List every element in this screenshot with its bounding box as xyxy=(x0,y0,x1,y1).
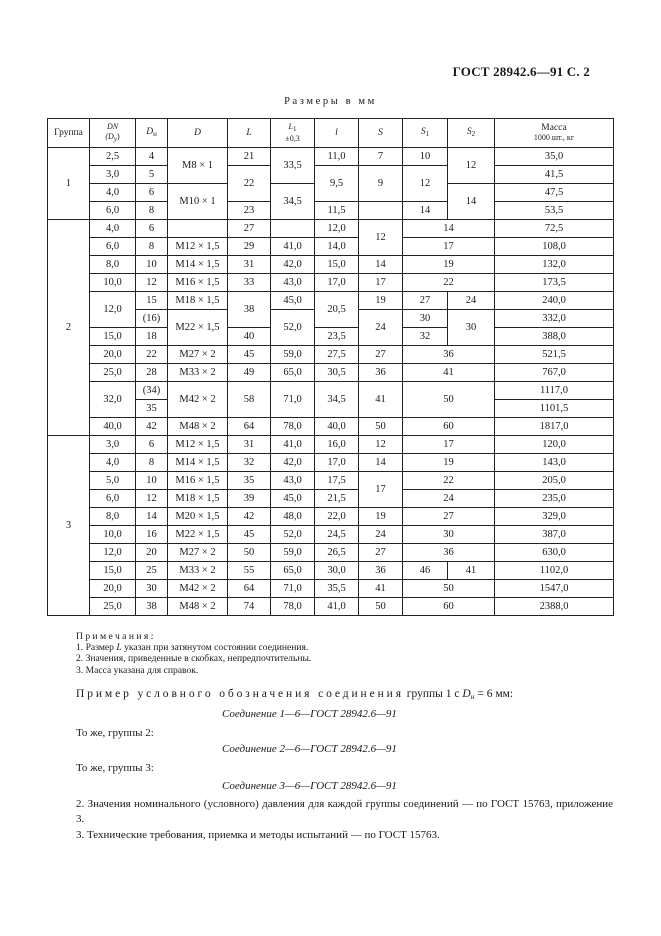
cell-mass: 41,5 xyxy=(495,166,614,184)
cell-s: 17 xyxy=(359,472,403,508)
cell-dh: 12 xyxy=(136,274,168,292)
cell-dn: 2,5 xyxy=(90,148,136,166)
cell-dh: 8 xyxy=(136,238,168,256)
cell-s1-s2: 60 xyxy=(403,598,495,616)
cell-l1: 78,0 xyxy=(271,418,315,436)
cell-d: M33 × 2 xyxy=(168,562,228,580)
cell-d: M22 × 1,5 xyxy=(168,526,228,544)
cell-dh: 16 xyxy=(136,526,168,544)
cell-s1: 46 xyxy=(403,562,448,580)
table-row xyxy=(48,364,614,382)
table-row xyxy=(48,328,614,346)
table-row xyxy=(48,346,614,364)
notes-title: Примечания: xyxy=(76,631,156,642)
table-row xyxy=(48,382,614,400)
cell-dn: 4,0 xyxy=(90,220,136,238)
cell-s1-s2: 36 xyxy=(403,346,495,364)
cell-dh: 20 xyxy=(136,544,168,562)
cell-dh: 4 xyxy=(136,148,168,166)
cell-dh: 6 xyxy=(136,220,168,238)
cell-s: 17 xyxy=(359,274,403,292)
table-row xyxy=(48,580,614,598)
cell-mass: 108,0 xyxy=(495,238,614,256)
cell-d: M8 × 1 xyxy=(168,148,228,184)
cell-d: M18 × 1,5 xyxy=(168,490,228,508)
cell-l-small: 35,5 xyxy=(315,580,359,598)
header-s1: $S_1$ xyxy=(403,119,448,148)
cell-dn: 25,0 xyxy=(90,364,136,382)
cell-d: M48 × 2 xyxy=(168,418,228,436)
cell-l1: 43,0 xyxy=(271,274,315,292)
cell-dn: 20,0 xyxy=(90,346,136,364)
cell-s: 24 xyxy=(359,526,403,544)
cell-dh: 6 xyxy=(136,436,168,454)
table-row xyxy=(48,166,614,184)
note-2: 2. Значения, приведенные в скобках, непредпочтительны. xyxy=(76,653,312,665)
cell-dn: 40,0 xyxy=(90,418,136,436)
cell-l-small: 22,0 xyxy=(315,508,359,526)
table-row xyxy=(48,238,614,256)
cell-l-small: 26,5 xyxy=(315,544,359,562)
cell-l-small: 9,5 xyxy=(315,166,359,202)
header-s2: $S_2$ xyxy=(448,119,495,148)
cell-l1: 65,0 xyxy=(271,562,315,580)
cell-dh: 22 xyxy=(136,346,168,364)
notes-block xyxy=(76,631,311,676)
cell-l-small: 17,5 xyxy=(315,472,359,490)
cell-l-small: 17,0 xyxy=(315,274,359,292)
cell-l-small: 11,5 xyxy=(315,202,359,220)
cell-l: 40 xyxy=(228,328,271,346)
table-row xyxy=(48,148,614,166)
cell-s: 14 xyxy=(359,454,403,472)
cell-dh: 30 xyxy=(136,580,168,598)
cell-d: M16 × 1,5 xyxy=(168,472,228,490)
cell-dh: 12 xyxy=(136,490,168,508)
cell-s1-s2: 50 xyxy=(403,382,495,418)
cell-l-small: 34,5 xyxy=(315,382,359,418)
cell-l-small: 15,0 xyxy=(315,256,359,274)
cell-l-small: 20,5 xyxy=(315,292,359,328)
cell-mass: 387,0 xyxy=(495,526,614,544)
cell-s2: 30 xyxy=(448,310,495,346)
cell-dh: 18 xyxy=(136,328,168,346)
cell-l1 xyxy=(271,220,315,238)
cell-s: 19 xyxy=(359,508,403,526)
cell-mass: 132,0 xyxy=(495,256,614,274)
cell-l: 55 xyxy=(228,562,271,580)
header-dn: DN $(D_у)$ xyxy=(90,119,136,148)
cell-s1: 30 xyxy=(403,310,448,328)
cell-s1: 32 xyxy=(403,328,448,346)
cell-dn: 3,0 xyxy=(90,166,136,184)
table-row xyxy=(48,202,614,220)
cell-l: 29 xyxy=(228,238,271,256)
cell-d: M20 × 1,5 xyxy=(168,508,228,526)
cell-dn: 8,0 xyxy=(90,508,136,526)
designation-group-3: Соединение 3—6—ГОСТ 28942.6—91 xyxy=(222,780,397,792)
cell-s: 24 xyxy=(359,310,403,346)
table-row xyxy=(48,418,614,436)
cell-dh: (16) xyxy=(136,310,168,328)
group-cell: 1 xyxy=(48,148,90,220)
table-row xyxy=(48,220,614,238)
cell-s: 41 xyxy=(359,382,403,418)
header-d-outer: $D_н$ xyxy=(136,119,168,148)
cell-l: 64 xyxy=(228,418,271,436)
group-cell: 2 xyxy=(48,220,90,436)
cell-mass: 143,0 xyxy=(495,454,614,472)
cell-s1-s2: 19 xyxy=(403,256,495,274)
cell-l-small: 16,0 xyxy=(315,436,359,454)
cell-l: 42 xyxy=(228,508,271,526)
cell-dn: 6,0 xyxy=(90,490,136,508)
header-l1: $L_1$ ±0,3 xyxy=(271,119,315,148)
cell-dn: 4,0 xyxy=(90,454,136,472)
cell-s2: 41 xyxy=(448,562,495,580)
cell-l-small: 30,0 xyxy=(315,562,359,580)
cell-mass: 1101,5 xyxy=(495,400,614,418)
cell-mass: 1817,0 xyxy=(495,418,614,436)
cell-l1: 42,0 xyxy=(271,454,315,472)
cell-d: M14 × 1,5 xyxy=(168,454,228,472)
cell-l: 35 xyxy=(228,472,271,490)
cell-s1: 14 xyxy=(403,202,448,220)
cell-l: 74 xyxy=(228,598,271,616)
cell-d: M42 × 2 xyxy=(168,580,228,598)
cell-mass: 332,0 xyxy=(495,310,614,328)
cell-mass: 2388,0 xyxy=(495,598,614,616)
cell-l: 58 xyxy=(228,382,271,418)
table-row xyxy=(48,436,614,454)
cell-l: 32 xyxy=(228,454,271,472)
cell-s1-s2: 22 xyxy=(403,472,495,490)
cell-l-small: 23,5 xyxy=(315,328,359,346)
cell-dn: 32,0 xyxy=(90,382,136,418)
cell-dn: 20,0 xyxy=(90,580,136,598)
dimensions-table xyxy=(47,118,614,616)
cell-dh: 25 xyxy=(136,562,168,580)
cell-dn: 15,0 xyxy=(90,328,136,346)
cell-s: 36 xyxy=(359,364,403,382)
cell-s: 50 xyxy=(359,418,403,436)
cell-s: 27 xyxy=(359,544,403,562)
cell-mass: 205,0 xyxy=(495,472,614,490)
header-group: Группа xyxy=(48,119,90,148)
cell-l: 50 xyxy=(228,544,271,562)
cell-l1: 48,0 xyxy=(271,508,315,526)
cell-d: M14 × 1,5 xyxy=(168,256,228,274)
designation-group-1: Соединение 1—6—ГОСТ 28942.6—91 xyxy=(222,708,397,720)
cell-dn: 3,0 xyxy=(90,436,136,454)
cell-l: 64 xyxy=(228,580,271,598)
cell-s: 41 xyxy=(359,580,403,598)
cell-l1: 71,0 xyxy=(271,580,315,598)
cell-mass: 1547,0 xyxy=(495,580,614,598)
cell-dh: 6 xyxy=(136,184,168,202)
same-group-2-label: То же, группы 2: xyxy=(76,727,154,739)
cell-dh: 10 xyxy=(136,256,168,274)
cell-l-small: 12,0 xyxy=(315,220,359,238)
cell-mass: 1102,0 xyxy=(495,562,614,580)
cell-dh: 15 xyxy=(136,292,168,310)
cell-mass: 388,0 xyxy=(495,328,614,346)
designation-group-2: Соединение 2—6—ГОСТ 28942.6—91 xyxy=(222,743,397,755)
page-header: ГОСТ 28942.6—91 С. 2 xyxy=(452,64,590,79)
cell-s1-s2: 30 xyxy=(403,526,495,544)
cell-dn: 5,0 xyxy=(90,472,136,490)
cell-l: 38 xyxy=(228,292,271,328)
cell-l1: 41,0 xyxy=(271,238,315,256)
note-1: 1. Размер L указан при затянутом состоянии соединения. xyxy=(76,642,309,654)
cell-mass: 1117,0 xyxy=(495,382,614,400)
cell-dh: 14 xyxy=(136,508,168,526)
cell-dh: 8 xyxy=(136,202,168,220)
cell-l1: 59,0 xyxy=(271,346,315,364)
paragraph-3: 3. Технические требования, приемка и методы испытаний — по ГОСТ 15763. xyxy=(76,829,440,841)
cell-dn: 25,0 xyxy=(90,598,136,616)
example-intro: Пример условного обозначения соединения группы 1 с $D_н = 6$ мм: xyxy=(76,688,514,701)
cell-l1: 52,0 xyxy=(271,310,315,346)
cell-l-small: 17,0 xyxy=(315,454,359,472)
cell-s: 12 xyxy=(359,436,403,454)
cell-l1: 71,0 xyxy=(271,382,315,418)
cell-mass: 47,5 xyxy=(495,184,614,202)
cell-s2: 24 xyxy=(448,292,495,310)
cell-s2: 14 xyxy=(448,184,495,220)
same-group-3-label: То же, группы 3: xyxy=(76,762,154,774)
cell-d: M12 × 1,5 xyxy=(168,238,228,256)
cell-s: 27 xyxy=(359,346,403,364)
cell-d: M27 × 2 xyxy=(168,346,228,364)
table-row xyxy=(48,598,614,616)
cell-dn: 6,0 xyxy=(90,202,136,220)
paragraph-2: 2. Значения номинального (условного) давления для каждой группы соединений — по ГОСТ 15763, приложение 3. xyxy=(76,798,613,825)
cell-l: 27 xyxy=(228,220,271,238)
cell-d: M18 × 1,5 xyxy=(168,292,228,310)
cell-dn: 4,0 xyxy=(90,184,136,202)
cell-l-small: 21,5 xyxy=(315,490,359,508)
table-row xyxy=(48,472,614,490)
cell-d: M22 × 1,5 xyxy=(168,310,228,346)
table-row xyxy=(48,526,614,544)
cell-mass: 120,0 xyxy=(495,436,614,454)
cell-d: M33 × 2 xyxy=(168,364,228,382)
cell-s1-s2: 41 xyxy=(403,364,495,382)
cell-d: M12 × 1,5 xyxy=(168,436,228,454)
cell-l: 45 xyxy=(228,346,271,364)
cell-l: 21 xyxy=(228,148,271,166)
cell-mass: 72,5 xyxy=(495,220,614,238)
cell-dn: 12,0 xyxy=(90,292,136,328)
cell-d: M27 × 2 xyxy=(168,544,228,562)
cell-dh: (34) xyxy=(136,382,168,400)
cell-l-small: 30,5 xyxy=(315,364,359,382)
cell-s1-s2: 22 xyxy=(403,274,495,292)
cell-s1-s2: 50 xyxy=(403,580,495,598)
cell-s1-s2: 19 xyxy=(403,454,495,472)
cell-l: 49 xyxy=(228,364,271,382)
header-mass: Масса 1000 шт., кг xyxy=(495,119,614,148)
cell-dn: 8,0 xyxy=(90,256,136,274)
cell-s1: 10 xyxy=(403,148,448,166)
cell-d: M16 × 1,5 xyxy=(168,274,228,292)
cell-l1: 41,0 xyxy=(271,436,315,454)
cell-mass: 35,0 xyxy=(495,148,614,166)
cell-l1: 52,0 xyxy=(271,526,315,544)
cell-l-small: 41,0 xyxy=(315,598,359,616)
cell-s1-s2: 36 xyxy=(403,544,495,562)
cell-l: 39 xyxy=(228,490,271,508)
cell-dh: 28 xyxy=(136,364,168,382)
cell-s: 19 xyxy=(359,292,403,310)
cell-l1: 45,0 xyxy=(271,490,315,508)
cell-s1: 12 xyxy=(403,166,448,202)
table-row xyxy=(48,274,614,292)
group-cell: 3 xyxy=(48,436,90,616)
cell-mass: 329,0 xyxy=(495,508,614,526)
cell-dh: 10 xyxy=(136,472,168,490)
cell-mass: 173,5 xyxy=(495,274,614,292)
cell-dh: 35 xyxy=(136,400,168,418)
cell-dn: 10,0 xyxy=(90,274,136,292)
table-row xyxy=(48,490,614,508)
cell-d: M42 × 2 xyxy=(168,382,228,418)
cell-d xyxy=(168,220,228,238)
cell-l: 22 xyxy=(228,166,271,202)
cell-s: 36 xyxy=(359,562,403,580)
cell-mass: 521,5 xyxy=(495,346,614,364)
cell-l-small: 14,0 xyxy=(315,238,359,256)
table-header-row xyxy=(48,119,614,148)
cell-s xyxy=(359,202,403,220)
cell-s1: 27 xyxy=(403,292,448,310)
cell-mass: 235,0 xyxy=(495,490,614,508)
cell-l1: 33,5 xyxy=(271,148,315,184)
table-row xyxy=(48,454,614,472)
cell-s2: 12 xyxy=(448,148,495,184)
cell-dn: 10,0 xyxy=(90,526,136,544)
cell-s1-s2: 27 xyxy=(403,508,495,526)
cell-l: 45 xyxy=(228,526,271,544)
cell-mass: 630,0 xyxy=(495,544,614,562)
cell-dh: 8 xyxy=(136,454,168,472)
note-3: 3. Масса указана для справок. xyxy=(76,664,199,676)
cell-s: 9 xyxy=(359,166,403,202)
header-d-thread: D xyxy=(168,119,228,148)
cell-dh: 42 xyxy=(136,418,168,436)
table-caption: Размеры в мм xyxy=(284,96,377,107)
cell-dh: 38 xyxy=(136,598,168,616)
cell-s1-s2: 14 xyxy=(403,220,495,238)
cell-l-small: 24,5 xyxy=(315,526,359,544)
table-row xyxy=(48,562,614,580)
cell-l-small: 40,0 xyxy=(315,418,359,436)
cell-dh: 5 xyxy=(136,166,168,184)
cell-l: 31 xyxy=(228,436,271,454)
cell-dn: 12,0 xyxy=(90,544,136,562)
cell-d: M48 × 2 xyxy=(168,598,228,616)
cell-l1: 42,0 xyxy=(271,256,315,274)
cell-s: 7 xyxy=(359,148,403,166)
table-row xyxy=(48,292,614,310)
cell-l: 31 xyxy=(228,256,271,274)
header-l: L xyxy=(228,119,271,148)
cell-l-small: 27,5 xyxy=(315,346,359,364)
cell-s1-s2: 60 xyxy=(403,418,495,436)
cell-l1: 34,5 xyxy=(271,184,315,220)
cell-l: 23 xyxy=(228,202,271,220)
cell-l1: 45,0 xyxy=(271,292,315,310)
cell-dn: 15,0 xyxy=(90,562,136,580)
header-s: S xyxy=(359,119,403,148)
cell-mass: 240,0 xyxy=(495,292,614,310)
cell-mass: 767,0 xyxy=(495,364,614,382)
cell-l1: 78,0 xyxy=(271,598,315,616)
table-row xyxy=(48,256,614,274)
cell-s: 12 xyxy=(359,220,403,256)
header-l-small: l xyxy=(315,119,359,148)
cell-l1: 43,0 xyxy=(271,472,315,490)
cell-dn: 6,0 xyxy=(90,238,136,256)
cell-l-small: 11,0 xyxy=(315,148,359,166)
cell-s: 14 xyxy=(359,256,403,274)
cell-l1: 59,0 xyxy=(271,544,315,562)
table-row xyxy=(48,508,614,526)
cell-l1: 65,0 xyxy=(271,364,315,382)
cell-s1-s2: 24 xyxy=(403,490,495,508)
cell-s: 50 xyxy=(359,598,403,616)
cell-s1-s2: 17 xyxy=(403,238,495,256)
cell-d: M10 × 1 xyxy=(168,184,228,220)
table-row xyxy=(48,544,614,562)
cell-mass: 53,5 xyxy=(495,202,614,220)
cell-l: 33 xyxy=(228,274,271,292)
cell-s1-s2: 17 xyxy=(403,436,495,454)
